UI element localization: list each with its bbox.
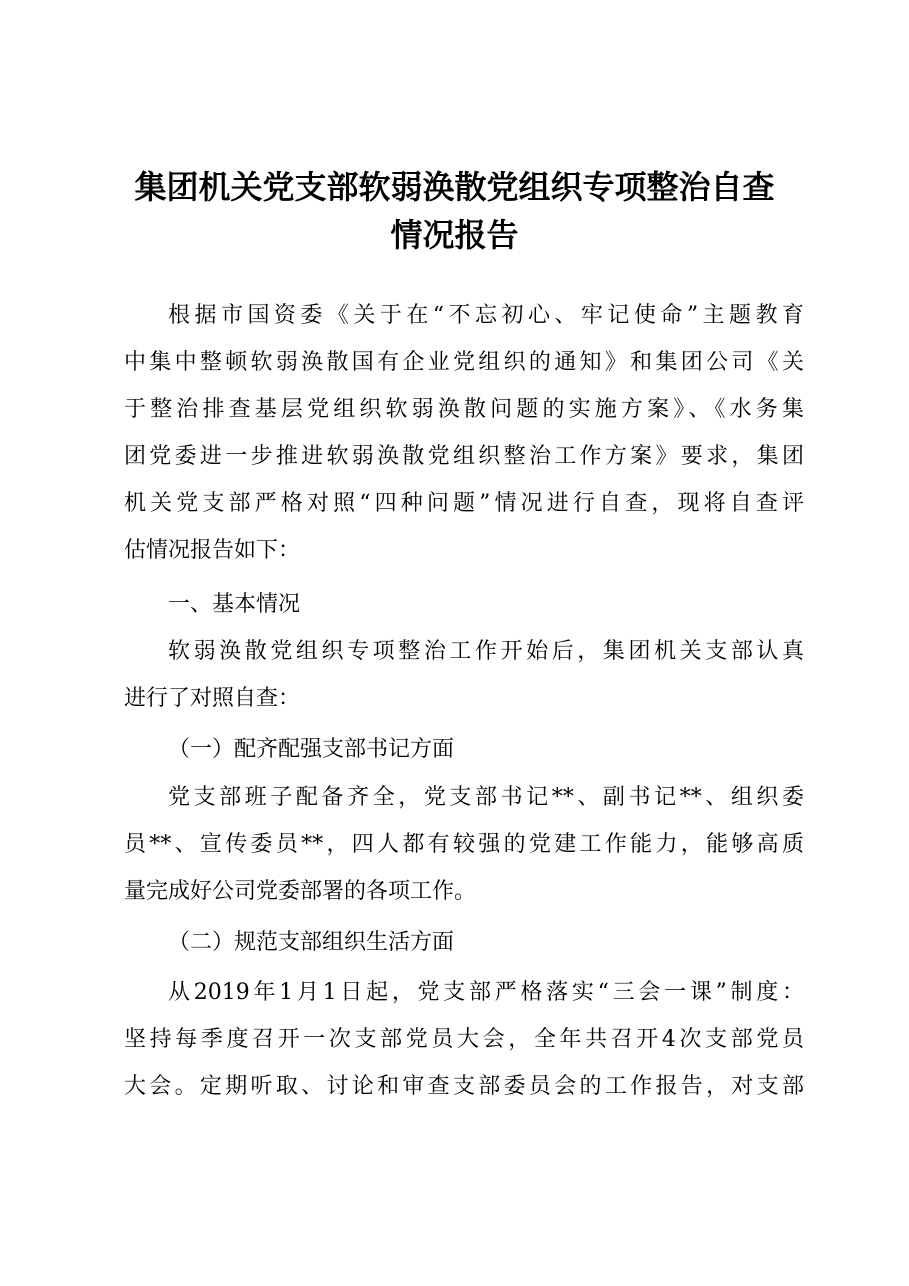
section-heading: 一、基本情况 [168, 592, 301, 617]
document-title-line-2: 情况报告 [390, 216, 519, 254]
document-title-line-1: 集团机关党支部软弱涣散党组织专项整治自查 [134, 168, 775, 206]
intro-line: 团党委进一步推进软弱涣散党组织整治工作方案》要求，集团 [124, 444, 804, 469]
intro-line: 机关党支部严格对照“四种问题”情况进行自查，现将自查评 [124, 491, 804, 516]
body-line: 大会。定期听取、讨论和审查支部委员会的工作报告，对支部 [124, 1074, 804, 1099]
subsection-heading: （二）规范支部组织生活方面 [168, 930, 455, 955]
intro-line: 于整治排查基层党组织软弱涣散问题的实施方案》、《水务集 [124, 397, 804, 422]
intro-line: 根据市国资委《关于在“不忘初心、牢记使命”主题教育 [168, 303, 804, 328]
intro-line: 估情况报告如下： [124, 538, 301, 563]
body-line: 软弱涣散党组织专项整治工作开始后，集团机关支部认真 [168, 639, 804, 664]
body-line: 员**、宣传委员**，四人都有较强的党建工作能力，能够高质 [124, 832, 804, 857]
intro-line: 中集中整顿软弱涣散国有企业党组织的通知》和集团公司《关 [124, 350, 804, 375]
subsection-heading: （一）配齐配强支部书记方面 [168, 737, 455, 762]
body-line: 坚持每季度召开一次支部党员大会，全年共召开4次支部党员 [124, 1027, 804, 1052]
body-line: 从2019年1月1日起，党支部严格落实“三会一课”制度： [168, 980, 804, 1005]
body-line: 进行了对照自查： [124, 686, 301, 711]
body-line: 党支部班子配备齐全，党支部书记**、副书记**、组织委 [168, 785, 804, 810]
body-line: 量完成好公司党委部署的各项工作。 [124, 879, 477, 904]
